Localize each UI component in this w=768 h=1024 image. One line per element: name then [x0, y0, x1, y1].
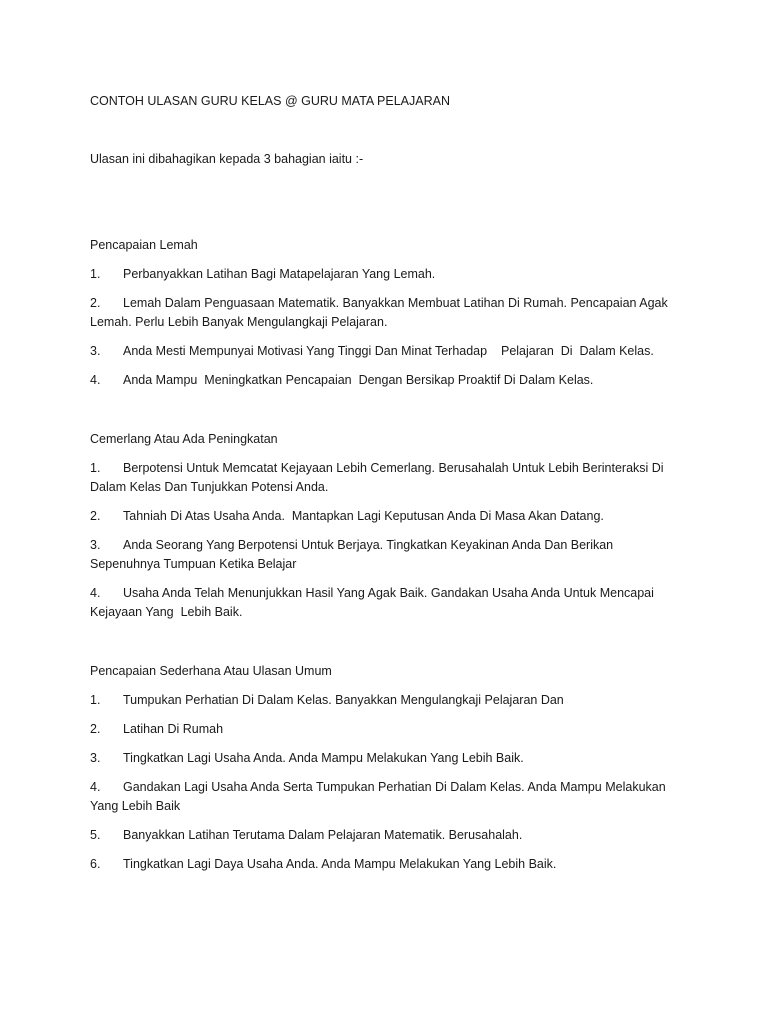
- item-number: 2.: [90, 509, 101, 523]
- list-item: [90, 536, 680, 574]
- list-item: [90, 749, 680, 768]
- item-number: 1.: [90, 693, 101, 707]
- item-text: Latihan Di Rumah: [123, 722, 224, 736]
- item-number: 2.: [90, 722, 101, 736]
- item-text: Perbanyakkan Latihan Bagi Matapelajaran Yang Lemah.: [123, 267, 436, 281]
- section-heading: Pencapaian Sederhana Atau Ulasan Umum: [90, 664, 332, 678]
- item-text: Tumpukan Perhatian Di Dalam Kelas. Banyakkan Mengulangkaji Pelajaran Dan: [123, 693, 564, 707]
- list-item: [90, 778, 680, 816]
- list-item: [90, 342, 680, 361]
- item-text: Anda Seorang Yang Berpotensi Untuk Berjaya. Tingkatkan Keyakinan Anda Dan Berikan Sepenuhnya Tumpuan Ketika Belajar: [90, 538, 614, 571]
- list-item: [90, 855, 680, 874]
- document-page: [90, 0, 680, 1024]
- item-number: 4.: [90, 373, 101, 387]
- item-text: Usaha Anda Telah Menunjukkan Hasil Yang Agak Baik. Gandakan Usaha Anda Untuk Mencapai Kejayaan Yang Lebih Baik.: [90, 586, 658, 619]
- item-text: Anda Mampu Meningkatkan Pencapaian Dengan Bersikap Proaktif Di Dalam Kelas.: [123, 373, 594, 387]
- item-number: 3.: [90, 538, 101, 552]
- document-intro: Ulasan ini dibahagikan kepada 3 bahagian iaitu :-: [90, 152, 364, 166]
- item-number: 1.: [90, 461, 101, 475]
- list-item: [90, 294, 680, 332]
- item-number: 3.: [90, 751, 101, 765]
- list-item: [90, 459, 680, 497]
- section-heading: Cemerlang Atau Ada Peningkatan: [90, 432, 278, 446]
- item-text: Tingkatkan Lagi Usaha Anda. Anda Mampu Melakukan Yang Lebih Baik.: [123, 751, 524, 765]
- item-text: Tahniah Di Atas Usaha Anda. Mantapkan Lagi Keputusan Anda Di Masa Akan Datang.: [123, 509, 604, 523]
- list-item: [90, 720, 680, 739]
- item-number: 4.: [90, 586, 101, 600]
- list-item: [90, 507, 680, 526]
- item-number: 5.: [90, 828, 101, 842]
- item-number: 1.: [90, 267, 101, 281]
- item-text: Gandakan Lagi Usaha Anda Serta Tumpukan Perhatian Di Dalam Kelas. Anda Mampu Melakukan Yang Lebih Baik: [90, 780, 666, 813]
- list-item: [90, 265, 680, 284]
- item-number: 3.: [90, 344, 101, 358]
- document-title: CONTOH ULASAN GURU KELAS @ GURU MATA PELAJARAN: [90, 94, 450, 108]
- section-heading: Pencapaian Lemah: [90, 238, 198, 252]
- list-item: [90, 826, 680, 845]
- list-item: [90, 584, 680, 622]
- item-text: Tingkatkan Lagi Daya Usaha Anda. Anda Mampu Melakukan Yang Lebih Baik.: [123, 857, 557, 871]
- item-text: Berpotensi Untuk Memcatat Kejayaan Lebih Cemerlang. Berusahalah Untuk Lebih Berinteraksi Di Dalam Kelas Dan Tunjukkan Potensi Anda.: [90, 461, 664, 494]
- item-number: 6.: [90, 857, 101, 871]
- item-text: Banyakkan Latihan Terutama Dalam Pelajaran Matematik. Berusahalah.: [123, 828, 523, 842]
- item-text: Lemah Dalam Penguasaan Matematik. Banyakkan Membuat Latihan Di Rumah. Pencapaian Agak Lemah. Perlu Lebih Banyak Mengulangkaji Pelajaran.: [90, 296, 668, 329]
- item-number: 2.: [90, 296, 101, 310]
- section-cemerlang: [90, 430, 680, 632]
- section-pencapaian-sederhana: [90, 662, 680, 884]
- item-number: 4.: [90, 780, 101, 794]
- item-text: Anda Mesti Mempunyai Motivasi Yang Tinggi Dan Minat Terhadap Pelajaran Di Dalam Kelas.: [123, 344, 654, 358]
- list-item: [90, 371, 680, 390]
- list-item: [90, 691, 680, 710]
- section-pencapaian-lemah: [90, 236, 680, 400]
